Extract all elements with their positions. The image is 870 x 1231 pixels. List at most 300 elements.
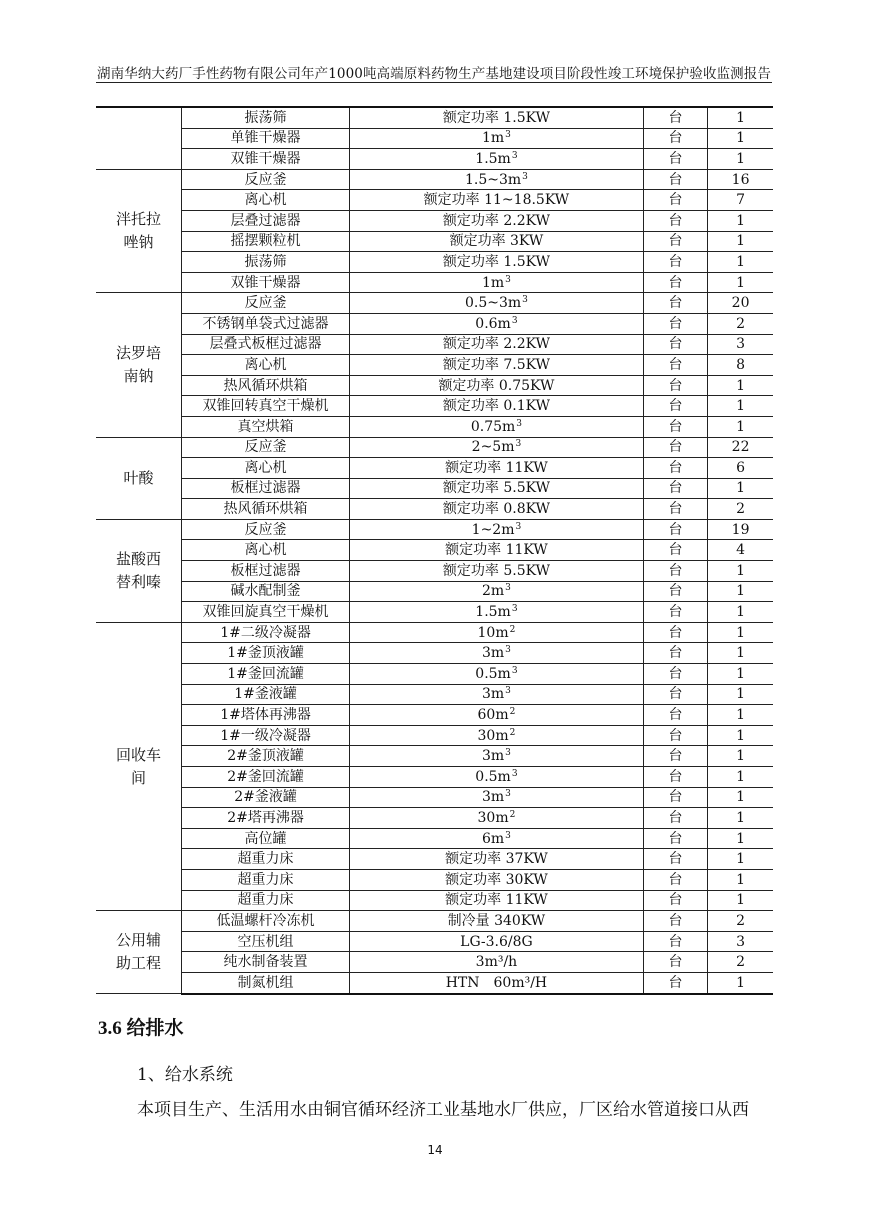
quantity-cell: 1 — [708, 416, 773, 437]
unit-cell: 台 — [643, 458, 707, 479]
spec-unit-exponent: 3 — [505, 748, 511, 759]
spec-value: 3m — [481, 686, 505, 703]
spec-unit-exponent: 2 — [509, 624, 516, 635]
spec-unit-exponent: 3 — [511, 150, 518, 161]
equipment-name-cell: 1#釜回流罐 — [182, 664, 350, 685]
spec-unit-exponent: 3 — [511, 665, 518, 676]
table-row — [96, 190, 773, 211]
equipment-name-cell: 双锥干燥器 — [182, 272, 350, 293]
quantity-cell: 1 — [708, 396, 773, 417]
unit-cell: 台 — [643, 581, 707, 602]
equipment-name-cell: 碱水配制釜 — [182, 581, 350, 602]
product-group-cell — [96, 911, 182, 994]
spec-value: 1~2m — [471, 521, 515, 538]
unit-cell: 台 — [643, 231, 707, 252]
spec-cell — [349, 540, 643, 561]
unit-cell: 台 — [643, 252, 707, 273]
equipment-name-cell: 摇摆颗粒机 — [182, 231, 350, 252]
spec-value: 额定功率 11~18.5KW — [423, 192, 570, 209]
unit-cell: 台 — [643, 190, 707, 211]
spec-cell — [349, 725, 643, 746]
product-group-cell — [96, 293, 182, 437]
unit-cell: 台 — [643, 890, 707, 911]
spec-cell — [349, 231, 643, 252]
table-row — [96, 746, 773, 767]
equipment-name-cell: 双锥干燥器 — [182, 149, 350, 170]
equipment-name-cell: 反应釜 — [182, 437, 350, 458]
spec-value: HTN 60m³/H — [445, 974, 548, 991]
table-row — [96, 231, 773, 252]
quantity-cell: 1 — [708, 375, 773, 396]
equipment-name-cell: 2#釜液罐 — [182, 787, 350, 808]
spec-cell — [349, 458, 643, 479]
table-row — [96, 478, 773, 499]
quantity-cell: 1 — [708, 869, 773, 890]
unit-cell: 台 — [643, 334, 707, 355]
spec-unit-exponent: 3 — [505, 583, 511, 594]
spec-cell — [349, 149, 643, 170]
spec-value: 额定功率 5.5KW — [442, 562, 550, 579]
spec-unit-exponent: 3 — [511, 768, 518, 779]
body-paragraph: 本项目生产、生活用水由铜官循环经济工业基地水厂供应，厂区给水管道接口从西 — [137, 1100, 749, 1120]
equipment-name-cell: 1#二级冷凝器 — [182, 622, 350, 643]
table-row — [96, 169, 773, 190]
spec-value: 30m — [477, 809, 509, 826]
table-row — [96, 725, 773, 746]
quantity-cell: 1 — [708, 808, 773, 829]
spec-cell — [349, 643, 643, 664]
spec-cell — [349, 169, 643, 190]
spec-unit-exponent: 3 — [515, 521, 522, 532]
spec-cell — [349, 499, 643, 520]
spec-value: 额定功率 11KW — [445, 542, 548, 559]
unit-cell: 台 — [643, 293, 707, 314]
unit-cell: 台 — [643, 725, 707, 746]
product-group-name: 叶酸 — [123, 468, 154, 487]
spec-value: 2~5m — [471, 439, 515, 456]
spec-value: 1.5m — [475, 604, 511, 621]
quantity-cell: 1 — [708, 272, 773, 293]
equipment-name-cell: 离心机 — [182, 355, 350, 376]
spec-value: 6m — [481, 830, 505, 847]
equipment-table-body — [96, 107, 773, 994]
equipment-name-cell: 高位罐 — [182, 828, 350, 849]
quantity-cell: 1 — [708, 725, 773, 746]
spec-unit-exponent: 3 — [505, 686, 511, 697]
spec-value: 2m — [481, 583, 505, 600]
spec-value: 3m — [481, 789, 505, 806]
spec-unit-exponent: 3 — [505, 789, 511, 800]
product-group-name: 盐酸西替利嗪 — [116, 549, 162, 591]
table-row — [96, 705, 773, 726]
spec-cell — [349, 684, 643, 705]
spec-cell — [349, 767, 643, 788]
unit-cell: 台 — [643, 499, 707, 520]
unit-cell: 台 — [643, 169, 707, 190]
quantity-cell: 1 — [708, 107, 773, 128]
product-group-cell — [96, 169, 182, 293]
product-group-name: 泮托拉唑钠 — [116, 210, 162, 252]
spec-value: 额定功率 11KW — [445, 892, 548, 909]
quantity-cell: 7 — [708, 190, 773, 211]
unit-cell: 台 — [643, 849, 707, 870]
spec-cell — [349, 334, 643, 355]
spec-cell — [349, 952, 643, 973]
spec-unit-exponent: 2 — [509, 727, 516, 738]
unit-cell: 台 — [643, 149, 707, 170]
table-row — [96, 499, 773, 520]
table-row — [96, 952, 773, 973]
quantity-cell: 1 — [708, 767, 773, 788]
unit-cell: 台 — [643, 519, 707, 540]
equipment-name-cell: 1#塔体再沸器 — [182, 705, 350, 726]
header-rule — [96, 82, 772, 83]
spec-value: 10m — [477, 624, 509, 641]
spec-cell — [349, 293, 643, 314]
unit-cell: 台 — [643, 602, 707, 623]
quantity-cell: 1 — [708, 210, 773, 231]
table-row — [96, 849, 773, 870]
unit-cell: 台 — [643, 561, 707, 582]
spec-value: 额定功率 2.2KW — [442, 212, 550, 229]
spec-value: 1m — [481, 130, 505, 147]
spec-value: 额定功率 3KW — [449, 233, 544, 250]
spec-value: 60m — [477, 707, 509, 724]
spec-cell — [349, 911, 643, 932]
unit-cell: 台 — [643, 128, 707, 149]
quantity-cell: 1 — [708, 787, 773, 808]
spec-value: 额定功率 0.8KW — [442, 501, 550, 518]
equipment-name-cell: 层叠式板框过滤器 — [182, 334, 350, 355]
product-group-name: 法罗培南钠 — [116, 343, 162, 385]
equipment-name-cell: 热风循环烘箱 — [182, 375, 350, 396]
quantity-cell: 6 — [708, 458, 773, 479]
spec-cell — [349, 416, 643, 437]
quantity-cell: 1 — [708, 972, 773, 993]
spec-unit-exponent: 3 — [505, 130, 511, 141]
equipment-name-cell: 空压机组 — [182, 931, 350, 952]
unit-cell: 台 — [643, 972, 707, 993]
table-row — [96, 808, 773, 829]
table-row — [96, 684, 773, 705]
equipment-name-cell: 2#釜顶液罐 — [182, 746, 350, 767]
equipment-name-cell: 2#釜回流罐 — [182, 767, 350, 788]
product-group-name: 公用辅助工程 — [116, 931, 162, 973]
table-row — [96, 375, 773, 396]
spec-unit-exponent: 3 — [522, 295, 528, 306]
unit-cell: 台 — [643, 808, 707, 829]
equipment-name-cell: 层叠过滤器 — [182, 210, 350, 231]
spec-cell — [349, 519, 643, 540]
spec-cell — [349, 849, 643, 870]
quantity-cell: 3 — [708, 334, 773, 355]
table-row — [96, 931, 773, 952]
table-row — [96, 581, 773, 602]
table-row — [96, 602, 773, 623]
unit-cell: 台 — [643, 643, 707, 664]
quantity-cell: 1 — [708, 664, 773, 685]
quantity-cell: 1 — [708, 231, 773, 252]
spec-value: 额定功率 1.5KW — [442, 253, 550, 270]
quantity-cell: 4 — [708, 540, 773, 561]
table-row — [96, 519, 773, 540]
spec-value: 0.5~3m — [464, 295, 522, 312]
quantity-cell: 1 — [708, 746, 773, 767]
spec-unit-exponent: 3 — [515, 439, 522, 450]
unit-cell: 台 — [643, 272, 707, 293]
spec-unit-exponent: 3 — [522, 171, 528, 182]
spec-unit-exponent: 3 — [516, 418, 523, 429]
spec-cell — [349, 581, 643, 602]
unit-cell: 台 — [643, 705, 707, 726]
quantity-cell: 1 — [708, 622, 773, 643]
spec-value: 额定功率 11KW — [445, 459, 548, 476]
table-row — [96, 334, 773, 355]
subsection-heading: 1、给水系统 — [137, 1065, 233, 1085]
equipment-name-cell: 热风循环烘箱 — [182, 499, 350, 520]
table-row — [96, 396, 773, 417]
spec-cell — [349, 252, 643, 273]
equipment-name-cell: 1#一级冷凝器 — [182, 725, 350, 746]
equipment-name-cell: 2#塔再沸器 — [182, 808, 350, 829]
spec-value: 制冷量 340KW — [447, 912, 546, 929]
quantity-cell: 1 — [708, 890, 773, 911]
quantity-cell: 2 — [708, 911, 773, 932]
product-group-cell — [96, 437, 182, 519]
equipment-name-cell: 振荡筛 — [182, 252, 350, 273]
spec-value: 额定功率 7.5KW — [442, 356, 550, 373]
table-row — [96, 972, 773, 993]
equipment-name-cell: 超重力床 — [182, 869, 350, 890]
product-group-name: 回收车间 — [116, 745, 162, 787]
equipment-name-cell: 离心机 — [182, 540, 350, 561]
table-row — [96, 437, 773, 458]
equipment-name-cell: 1#釜液罐 — [182, 684, 350, 705]
table-row — [96, 767, 773, 788]
unit-cell: 台 — [643, 828, 707, 849]
quantity-cell: 8 — [708, 355, 773, 376]
page-number: 14 — [427, 1143, 443, 1157]
spec-cell — [349, 561, 643, 582]
unit-cell: 台 — [643, 911, 707, 932]
unit-cell: 台 — [643, 787, 707, 808]
spec-unit-exponent: 2 — [509, 809, 516, 820]
table-row — [96, 210, 773, 231]
quantity-cell: 1 — [708, 581, 773, 602]
equipment-table — [96, 106, 773, 995]
equipment-name-cell: 制氮机组 — [182, 972, 350, 993]
spec-cell — [349, 210, 643, 231]
spec-value: 0.6m — [475, 315, 511, 332]
quantity-cell: 1 — [708, 849, 773, 870]
unit-cell: 台 — [643, 869, 707, 890]
table-row — [96, 149, 773, 170]
quantity-cell: 1 — [708, 252, 773, 273]
product-group-cell — [96, 622, 182, 910]
spec-value: 额定功率 0.1KW — [442, 398, 550, 415]
spec-cell — [349, 355, 643, 376]
spec-cell — [349, 602, 643, 623]
spec-cell — [349, 787, 643, 808]
equipment-name-cell: 离心机 — [182, 190, 350, 211]
quantity-cell: 1 — [708, 561, 773, 582]
spec-value: 3m — [481, 748, 505, 765]
quantity-cell: 2 — [708, 499, 773, 520]
equipment-name-cell: 超重力床 — [182, 849, 350, 870]
spec-value: 1.5m — [475, 150, 511, 167]
spec-cell — [349, 128, 643, 149]
table-row — [96, 107, 773, 128]
equipment-name-cell: 1#釜顶液罐 — [182, 643, 350, 664]
table-row — [96, 458, 773, 479]
spec-value: 3m — [481, 645, 505, 662]
section-heading: 3.6 给排水 — [98, 1018, 184, 1039]
equipment-name-cell: 板框过滤器 — [182, 478, 350, 499]
table-row — [96, 416, 773, 437]
unit-cell: 台 — [643, 684, 707, 705]
unit-cell: 台 — [643, 313, 707, 334]
spec-value: 3m³/h — [475, 954, 518, 971]
spec-value: 30m — [477, 727, 509, 744]
spec-cell — [349, 313, 643, 334]
unit-cell: 台 — [643, 952, 707, 973]
table-row — [96, 561, 773, 582]
equipment-name-cell: 板框过滤器 — [182, 561, 350, 582]
spec-cell — [349, 272, 643, 293]
spec-value: 额定功率 2.2KW — [442, 336, 550, 353]
spec-value: 额定功率 1.5KW — [442, 109, 550, 126]
spec-cell — [349, 622, 643, 643]
table-row — [96, 828, 773, 849]
equipment-name-cell: 反应釜 — [182, 519, 350, 540]
spec-cell — [349, 828, 643, 849]
spec-cell — [349, 107, 643, 128]
equipment-name-cell: 双锥回转真空干燥机 — [182, 396, 350, 417]
quantity-cell: 22 — [708, 437, 773, 458]
table-row — [96, 622, 773, 643]
unit-cell: 台 — [643, 931, 707, 952]
quantity-cell: 2 — [708, 313, 773, 334]
quantity-cell: 1 — [708, 684, 773, 705]
unit-cell: 台 — [643, 437, 707, 458]
spec-cell — [349, 478, 643, 499]
spec-cell — [349, 746, 643, 767]
quantity-cell: 16 — [708, 169, 773, 190]
spec-value: 0.5m — [475, 768, 511, 785]
quantity-cell: 1 — [708, 149, 773, 170]
spec-unit-exponent: 3 — [511, 315, 518, 326]
table-row — [96, 643, 773, 664]
table-row — [96, 911, 773, 932]
spec-cell — [349, 664, 643, 685]
spec-value: 0.75m — [470, 418, 516, 435]
spec-cell — [349, 375, 643, 396]
quantity-cell: 2 — [708, 952, 773, 973]
spec-cell — [349, 437, 643, 458]
quantity-cell: 1 — [708, 478, 773, 499]
unit-cell: 台 — [643, 746, 707, 767]
quantity-cell: 1 — [708, 128, 773, 149]
spec-cell — [349, 890, 643, 911]
quantity-cell: 19 — [708, 519, 773, 540]
quantity-cell: 1 — [708, 705, 773, 726]
table-row — [96, 787, 773, 808]
unit-cell: 台 — [643, 622, 707, 643]
equipment-name-cell: 纯水制备装置 — [182, 952, 350, 973]
spec-value: 额定功率 5.5KW — [442, 480, 550, 497]
unit-cell: 台 — [643, 664, 707, 685]
spec-unit-exponent: 3 — [505, 830, 511, 841]
unit-cell: 台 — [643, 767, 707, 788]
spec-cell — [349, 972, 643, 993]
spec-cell — [349, 808, 643, 829]
page-header: 湖南华纳大药厂手性药物有限公司年产1000吨高端原料药物生产基地建设项目阶段性竣工环境保护验收监测报告 — [97, 66, 771, 82]
table-row — [96, 540, 773, 561]
equipment-name-cell: 超重力床 — [182, 890, 350, 911]
spec-value: 额定功率 37KW — [445, 851, 548, 868]
spec-unit-exponent: 3 — [511, 604, 518, 615]
spec-unit-exponent: 3 — [505, 645, 511, 656]
spec-cell — [349, 396, 643, 417]
unit-cell: 台 — [643, 396, 707, 417]
spec-cell — [349, 190, 643, 211]
equipment-name-cell: 反应釜 — [182, 293, 350, 314]
table-row — [96, 272, 773, 293]
equipment-name-cell: 振荡筛 — [182, 107, 350, 128]
table-row — [96, 869, 773, 890]
table-row — [96, 252, 773, 273]
spec-value: 1m — [481, 274, 505, 291]
quantity-cell: 1 — [708, 602, 773, 623]
spec-cell — [349, 931, 643, 952]
spec-cell — [349, 705, 643, 726]
equipment-name-cell: 反应釜 — [182, 169, 350, 190]
spec-value: 额定功率 30KW — [445, 871, 548, 888]
unit-cell: 台 — [643, 107, 707, 128]
spec-value: LG-3.6/8G — [460, 933, 533, 950]
table-row — [96, 128, 773, 149]
spec-unit-exponent: 2 — [509, 707, 516, 718]
equipment-name-cell: 低温螺杆冷冻机 — [182, 911, 350, 932]
unit-cell: 台 — [643, 375, 707, 396]
unit-cell: 台 — [643, 478, 707, 499]
table-row — [96, 293, 773, 314]
product-group-cell — [96, 107, 182, 169]
spec-value: 额定功率 0.75KW — [438, 377, 555, 394]
table-row — [96, 355, 773, 376]
equipment-name-cell: 单锥干燥器 — [182, 128, 350, 149]
spec-cell — [349, 869, 643, 890]
equipment-name-cell: 真空烘箱 — [182, 416, 350, 437]
equipment-name-cell: 双锥回旋真空干燥机 — [182, 602, 350, 623]
table-row — [96, 664, 773, 685]
unit-cell: 台 — [643, 416, 707, 437]
unit-cell: 台 — [643, 540, 707, 561]
table-row — [96, 313, 773, 334]
unit-cell: 台 — [643, 355, 707, 376]
quantity-cell: 20 — [708, 293, 773, 314]
product-group-cell — [96, 519, 182, 622]
equipment-name-cell: 离心机 — [182, 458, 350, 479]
unit-cell: 台 — [643, 210, 707, 231]
quantity-cell: 1 — [708, 828, 773, 849]
quantity-cell: 1 — [708, 643, 773, 664]
spec-value: 1.5~3m — [464, 171, 522, 188]
quantity-cell: 3 — [708, 931, 773, 952]
spec-unit-exponent: 3 — [505, 274, 511, 285]
equipment-name-cell: 不锈钢单袋式过滤器 — [182, 313, 350, 334]
table-row — [96, 890, 773, 911]
